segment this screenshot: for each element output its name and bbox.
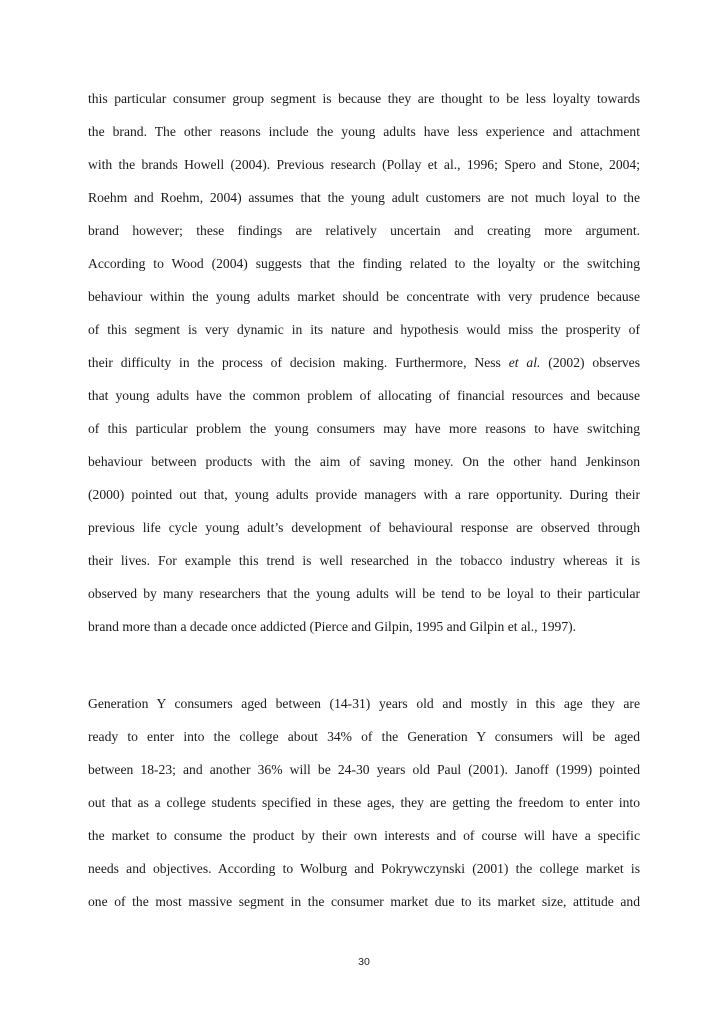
text-line: brand however; these findings are relatively uncertain and creating more argument. bbox=[88, 223, 640, 238]
text-line: between 18-23; and another 36% will be 24-30 years old Paul (2001). Janoff (1999) pointed bbox=[88, 762, 640, 777]
text-line: behaviour within the young adults market should be concentrate with very prudence because bbox=[88, 289, 640, 304]
text-line: with the brands Howell (2004). Previous research (Pollay et al., 1996; Spero and Stone, 2004; bbox=[88, 157, 640, 172]
text-line: brand more than a decade once addicted (Pierce and Gilpin, 1995 and Gilpin et al., 1997). bbox=[88, 619, 577, 634]
text-run: their difficulty in the process of decision making. Furthermore, Ness bbox=[88, 355, 509, 370]
text-line: out that as a college students specified in these ages, they are getting the freedom to enter into bbox=[88, 795, 640, 810]
text-line: Roehm and Roehm, 2004) assumes that the young adult customers are not much loyal to the bbox=[88, 190, 640, 205]
text-line: their lives. For example this trend is well researched in the tobacco industry whereas it is bbox=[88, 553, 640, 568]
text-line: observed by many researchers that the young adults will be tend to be loyal to their particular bbox=[88, 586, 640, 601]
text-line: of this particular problem the young consumers may have more reasons to have switching bbox=[88, 421, 640, 436]
text-run: (2002) observes bbox=[540, 355, 640, 370]
text-line: ready to enter into the college about 34% of the Generation Y consumers will be aged bbox=[88, 729, 640, 744]
text-line bbox=[88, 353, 640, 373]
text-line: (2000) pointed out that, young adults provide managers with a rare opportunity. During their bbox=[88, 487, 640, 502]
text-line: behaviour between products with the aim of saving money. On the other hand Jenkinson bbox=[88, 454, 640, 469]
italic-citation: et al. bbox=[508, 355, 541, 370]
text-line: the market to consume the product by their own interests and of course will have a specific bbox=[88, 828, 640, 843]
text-line: this particular consumer group segment is because they are thought to be less loyalty towards bbox=[88, 91, 640, 106]
text-line: needs and objectives. According to Wolburg and Pokrywczynski (2001) the college market is bbox=[88, 861, 640, 876]
text-line: According to Wood (2004) suggests that the finding related to the loyalty or the switching bbox=[88, 256, 640, 271]
text-line: that young adults have the common problem of allocating of financial resources and because bbox=[88, 388, 640, 403]
text-line: Generation Y consumers aged between (14-31) years old and mostly in this age they are bbox=[88, 696, 640, 711]
page-number: 30 bbox=[358, 956, 370, 968]
text-line: one of the most massive segment in the consumer market due to its market size, attitude and bbox=[88, 894, 640, 909]
text-line: previous life cycle young adult’s development of behavioural response are observed through bbox=[88, 520, 640, 535]
text-line: the brand. The other reasons include the young adults have less experience and attachment bbox=[88, 124, 640, 139]
text-line: of this segment is very dynamic in its nature and hypothesis would miss the prosperity of bbox=[88, 322, 640, 337]
